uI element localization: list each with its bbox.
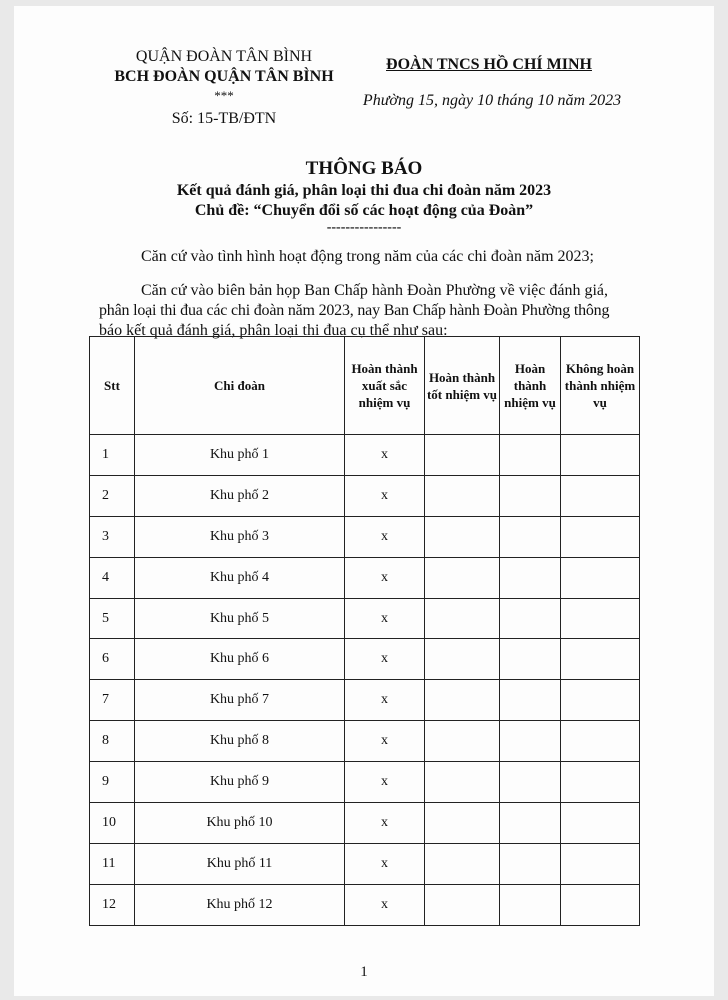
row-excellent-mark: x: [345, 639, 425, 680]
row-excellent-mark: x: [345, 843, 425, 884]
row-stt: 9: [90, 762, 135, 803]
row-stt: 10: [90, 803, 135, 844]
row-good-mark: [425, 475, 500, 516]
org-district: QUẬN ĐOÀN TÂN BÌNH: [135, 48, 313, 65]
header-stt: Stt: [90, 337, 135, 435]
row-chi-doan: Khu phố 10: [135, 803, 345, 844]
table-row: [90, 435, 640, 476]
row-completed-mark: [500, 721, 561, 762]
doc-subtitle: Kết quả đánh giá, phân loại thi đua chi đoàn năm 2023: [176, 182, 552, 199]
table-row: [90, 884, 640, 925]
table-row: [90, 803, 640, 844]
row-excellent-mark: x: [345, 762, 425, 803]
header-completed: Hoàn thành nhiệm vụ: [500, 337, 561, 435]
row-excellent-mark: x: [345, 557, 425, 598]
table-row: [90, 557, 640, 598]
row-completed-mark: [500, 884, 561, 925]
row-good-mark: [425, 843, 500, 884]
row-not-completed-mark: [561, 680, 640, 721]
row-stt: 1: [90, 435, 135, 476]
paragraph-basis-2-line3: báo kết quả đánh giá, phân loại thi đua cụ thể như sau:: [99, 322, 448, 339]
row-chi-doan: Khu phố 5: [135, 598, 345, 639]
table-row: [90, 598, 640, 639]
row-good-mark: [425, 762, 500, 803]
row-excellent-mark: x: [345, 680, 425, 721]
row-chi-doan: Khu phố 12: [135, 884, 345, 925]
doc-number: Số: 15-TB/ĐTN: [171, 110, 277, 127]
row-good-mark: [425, 557, 500, 598]
row-good-mark: [425, 598, 500, 639]
document-page: [14, 6, 714, 996]
paragraph-basis-2-line1: Căn cứ vào biên bản họp Ban Chấp hành Đoàn Phường về việc đánh giá,: [141, 282, 609, 299]
row-good-mark: [425, 680, 500, 721]
header-not-completed: Không hoàn thành nhiệm vụ: [561, 337, 640, 435]
row-completed-mark: [500, 475, 561, 516]
row-excellent-mark: x: [345, 884, 425, 925]
row-completed-mark: [500, 843, 561, 884]
row-completed-mark: [500, 680, 561, 721]
row-completed-mark: [500, 516, 561, 557]
row-not-completed-mark: [561, 762, 640, 803]
row-stt: 3: [90, 516, 135, 557]
row-not-completed-mark: [561, 639, 640, 680]
row-good-mark: [425, 884, 500, 925]
row-completed-mark: [500, 762, 561, 803]
row-chi-doan: Khu phố 8: [135, 721, 345, 762]
row-not-completed-mark: [561, 884, 640, 925]
table-row: [90, 843, 640, 884]
row-stt: 12: [90, 884, 135, 925]
row-stt: 11: [90, 843, 135, 884]
table-row: [90, 639, 640, 680]
org-union-title: ĐOÀN TNCS HỒ CHÍ MINH: [386, 56, 592, 73]
results-table: [89, 336, 640, 926]
doc-theme: Chủ đề: “Chuyển đổi số các hoạt động của Đoàn”: [194, 202, 534, 219]
page-number: 1: [360, 964, 368, 980]
row-stt: 4: [90, 557, 135, 598]
header-excellent: Hoàn thành xuất sắc nhiệm vụ: [345, 337, 425, 435]
org-committee: BCH ĐOÀN QUẬN TÂN BÌNH: [114, 68, 334, 85]
row-excellent-mark: x: [345, 598, 425, 639]
row-stt: 5: [90, 598, 135, 639]
row-chi-doan: Khu phố 9: [135, 762, 345, 803]
row-stt: 7: [90, 680, 135, 721]
row-good-mark: [425, 435, 500, 476]
title-divider: ----------------: [326, 220, 402, 235]
row-completed-mark: [500, 598, 561, 639]
row-chi-doan: Khu phố 6: [135, 639, 345, 680]
row-not-completed-mark: [561, 598, 640, 639]
header-chi-doan: Chi đoàn: [135, 337, 345, 435]
table-header-row: [90, 337, 640, 435]
row-good-mark: [425, 639, 500, 680]
row-completed-mark: [500, 435, 561, 476]
row-not-completed-mark: [561, 435, 640, 476]
row-stt: 2: [90, 475, 135, 516]
row-excellent-mark: x: [345, 803, 425, 844]
table-row: [90, 516, 640, 557]
row-excellent-mark: x: [345, 435, 425, 476]
row-excellent-mark: x: [345, 721, 425, 762]
table-row: [90, 680, 640, 721]
row-not-completed-mark: [561, 516, 640, 557]
doc-title: THÔNG BÁO: [305, 158, 423, 179]
row-good-mark: [425, 803, 500, 844]
row-chi-doan: Khu phố 1: [135, 435, 345, 476]
date-line: Phường 15, ngày 10 tháng 10 năm 2023: [362, 92, 622, 109]
header-good: Hoàn thành tốt nhiệm vụ: [425, 337, 500, 435]
header-stars: ***: [214, 88, 234, 103]
row-completed-mark: [500, 557, 561, 598]
table-row: [90, 762, 640, 803]
paragraph-basis-2-line2: phân loại thi đua các chi đoàn năm 2023, nay Ban Chấp hành Đoàn Phường thông: [99, 302, 610, 319]
table-row: [90, 721, 640, 762]
row-chi-doan: Khu phố 4: [135, 557, 345, 598]
row-completed-mark: [500, 639, 561, 680]
row-not-completed-mark: [561, 475, 640, 516]
row-good-mark: [425, 721, 500, 762]
row-chi-doan: Khu phố 3: [135, 516, 345, 557]
row-excellent-mark: x: [345, 516, 425, 557]
row-stt: 6: [90, 639, 135, 680]
table-row: [90, 475, 640, 516]
row-chi-doan: Khu phố 7: [135, 680, 345, 721]
row-not-completed-mark: [561, 843, 640, 884]
row-chi-doan: Khu phố 11: [135, 843, 345, 884]
row-not-completed-mark: [561, 803, 640, 844]
row-good-mark: [425, 516, 500, 557]
paragraph-basis-1: Căn cứ vào tình hình hoạt động trong năm của các chi đoàn năm 2023;: [141, 248, 594, 265]
row-chi-doan: Khu phố 2: [135, 475, 345, 516]
row-stt: 8: [90, 721, 135, 762]
row-excellent-mark: x: [345, 475, 425, 516]
row-not-completed-mark: [561, 721, 640, 762]
row-not-completed-mark: [561, 557, 640, 598]
row-completed-mark: [500, 803, 561, 844]
